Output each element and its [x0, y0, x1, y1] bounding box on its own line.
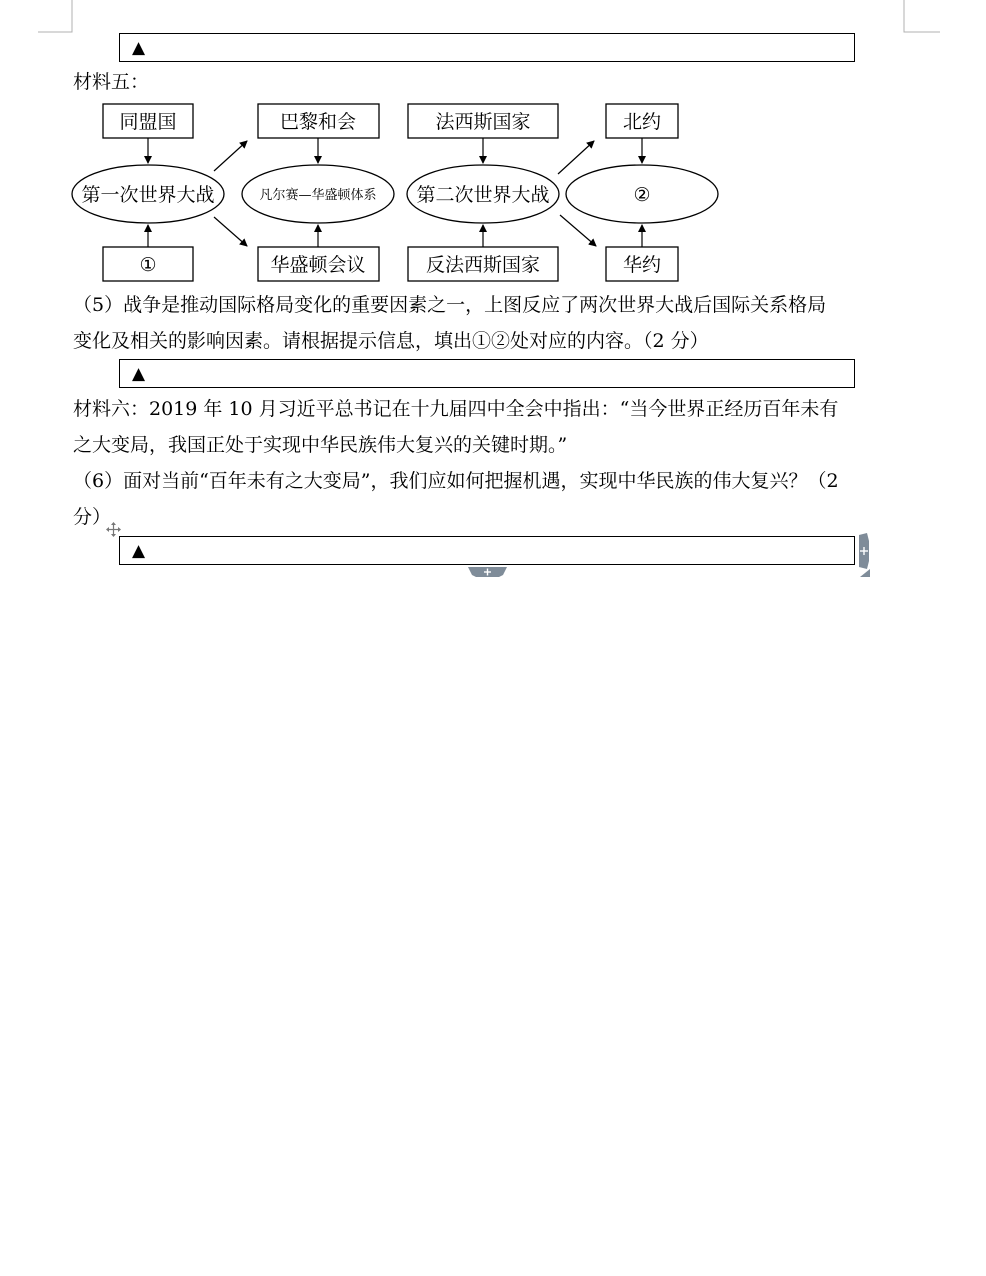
label-blank-1: ①	[139, 254, 157, 276]
material6-line2: 之大变局，我国正处于实现中华民族伟大复兴的关键时期。”	[73, 434, 568, 456]
answer-marker-icon: ▲	[132, 364, 146, 384]
answer-marker-icon: ▲	[132, 38, 146, 58]
label-blank-2: ②	[633, 184, 651, 206]
answer-box-5[interactable]	[119, 359, 855, 388]
question6-line2: 分）	[73, 506, 112, 528]
arrow-wwii-to-warsaw	[560, 215, 596, 246]
label-washington-conference: 华盛顿会议	[270, 254, 366, 276]
label-wwi: 第一次世界大战	[81, 184, 215, 206]
label-fascist-states: 法西斯国家	[435, 111, 531, 133]
arrow-wwii-to-nato	[558, 141, 594, 174]
question6-line1: （6）面对当前“百年未有之大变局”，我们应如何把握机遇，实现中华民族的伟大复兴？（2	[73, 470, 839, 492]
answer-marker-icon: ▲	[132, 541, 146, 561]
material5-label: 材料五：	[73, 71, 150, 93]
label-allied-powers: 同盟国	[119, 111, 177, 133]
arrow-wwi-to-washington	[214, 217, 247, 246]
label-anti-fascist-states: 反法西斯国家	[425, 254, 541, 276]
international-relations-diagram	[0, 0, 986, 300]
add-row-icon[interactable]	[468, 566, 508, 578]
material6-line1: 材料六：2019 年 10 月习近平总书记在十九届四中全会中指出：“当今世界正经历百年未有	[73, 398, 839, 420]
answer-box-6[interactable]	[119, 536, 855, 565]
label-wwii: 第二次世界大战	[416, 184, 550, 206]
add-column-icon[interactable]	[858, 533, 872, 578]
arrow-wwi-to-paris	[214, 141, 247, 171]
label-paris-conference: 巴黎和会	[279, 111, 357, 133]
label-nato: 北约	[622, 111, 662, 133]
question5-line1: （5）战争是推动国际格局变化的重要因素之一，上图反应了两次世界大战后国际关系格局	[73, 294, 827, 316]
question5-line2: 变化及相关的影响因素。请根据提示信息，填出①②处对应的内容。（2 分）	[73, 330, 709, 352]
label-vw-system: 凡尔赛—华盛顿体系	[259, 188, 377, 203]
label-warsaw-pact: 华约	[622, 254, 662, 276]
